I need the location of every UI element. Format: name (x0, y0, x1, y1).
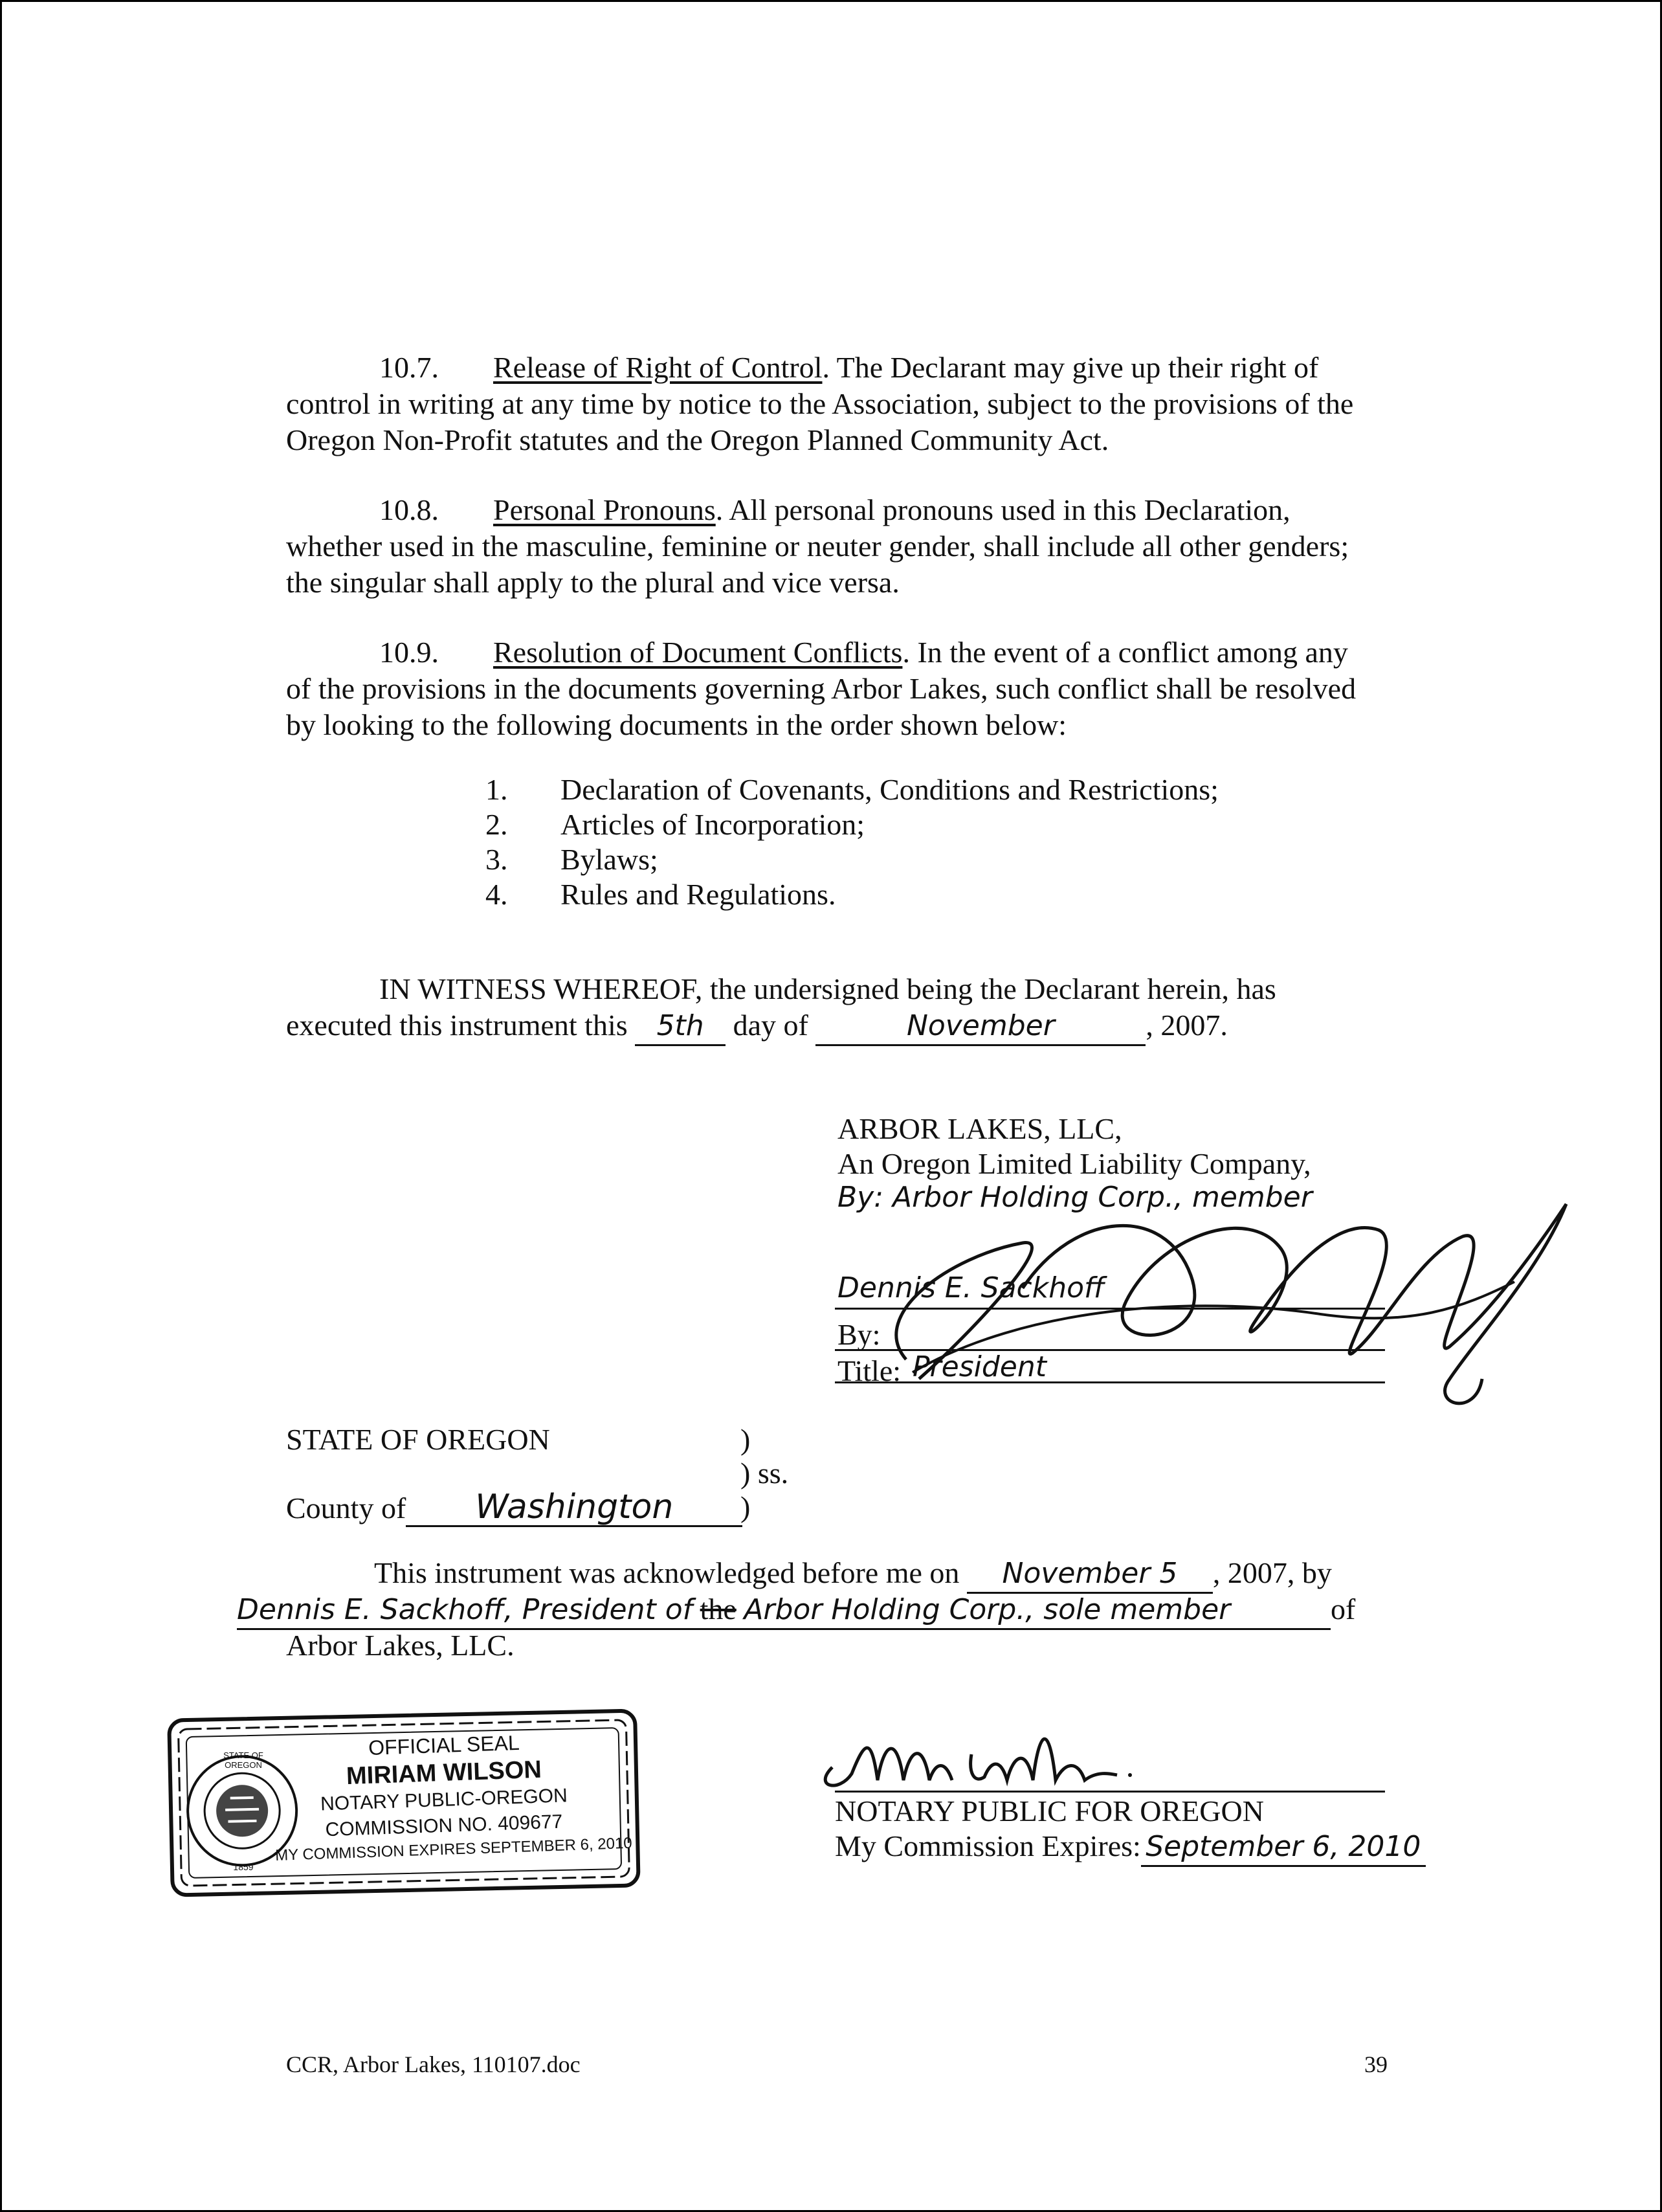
list-item-text: Declaration of Covenants, Conditions and Restrictions; (560, 773, 1219, 806)
section-number: 10.8. (379, 493, 439, 526)
section-heading: Resolution of Document Conflicts (493, 636, 903, 669)
section-10-9-line1 (379, 634, 1348, 671)
ack-struck-word: the (700, 1592, 737, 1625)
section-10-7-line2: control in writing at any time by notice to the Association, subject to the provisions of the (286, 387, 1354, 420)
section-number: 10.7. (379, 351, 439, 384)
list-item: 3. (485, 843, 508, 876)
seal-line-3: NOTARY PUBLIC-OREGON (320, 1785, 568, 1815)
venue-paren-1: ) (740, 1423, 751, 1456)
county-field: Washington (406, 1489, 742, 1527)
witness-day-field: 5th (635, 1008, 726, 1046)
ack-date-field: November 5 (967, 1556, 1213, 1594)
witness-line2: executed this instrument this 5th day of November , 2007. (286, 1007, 1228, 1046)
section-10-7-line1 (379, 350, 1318, 386)
notary-seal (166, 1709, 645, 1901)
section-heading: Personal Pronouns (493, 493, 716, 526)
by-label: By: (837, 1318, 881, 1351)
list-item: 1. (485, 773, 508, 806)
ack-entity-handwritten: Arbor Holding Corp., sole member (744, 1593, 1231, 1626)
by-member-handwritten: By: Arbor Holding Corp., member (837, 1181, 1313, 1214)
notary-signature (806, 1715, 1208, 1800)
seal-line-2: MIRIAM WILSON (346, 1756, 542, 1791)
list-item: 2. (485, 808, 508, 841)
title-label: Title: (837, 1354, 902, 1387)
seal-line-1: OFFICIAL SEAL (368, 1730, 520, 1760)
notary-title: NOTARY PUBLIC FOR OREGON (835, 1794, 1264, 1827)
footer-doc-name: CCR, Arbor Lakes, 110107.doc (286, 2051, 581, 2077)
section-number: 10.9. (379, 636, 439, 669)
notary-expires-field: September 6, 2010 (1141, 1829, 1426, 1867)
list-item-text: Rules and Regulations. (560, 878, 836, 911)
section-text: . All personal pronouns used in this Declaration, (715, 493, 1291, 526)
notary-expires-line: My Commission Expires: September 6, 2010 (835, 1828, 1426, 1867)
list-item-text: Bylaws; (560, 843, 658, 876)
company-name: ARBOR LAKES, LLC, (837, 1112, 1122, 1145)
section-10-8-line2: whether used in the masculine, feminine or neuter gender, shall include all other genders; (286, 530, 1349, 563)
seal-line-5: MY COMMISSION EXPIRES SEPTEMBER 6, 2010 (274, 1834, 633, 1865)
ack-line3: Arbor Lakes, LLC. (286, 1629, 515, 1662)
list-item-text: Articles of Incorporation; (560, 808, 865, 841)
section-10-8-line1 (379, 492, 1291, 528)
county-label: County of (286, 1491, 406, 1525)
witness-month-field: November (815, 1008, 1146, 1046)
seal-ring-text-top: STATE OF OREGON (223, 1750, 263, 1770)
section-10-7-line3: Oregon Non-Profit statutes and the Oregon Planned Community Act. (286, 423, 1109, 456)
section-text: . In the event of a conflict among any (902, 636, 1348, 669)
title-value-handwritten: President (913, 1350, 1047, 1383)
venue-county-line (286, 1489, 742, 1527)
notary-signature-rule (835, 1791, 1385, 1793)
seal-ring-text-bottom: 1859 (233, 1862, 254, 1872)
venue-state: STATE OF OREGON (286, 1423, 550, 1456)
venue-paren-3: ) (740, 1490, 751, 1523)
declarant-signature (828, 1165, 1579, 1424)
section-heading: Release of Right of Control (493, 351, 823, 384)
section-10-8-line3: the singular shall apply to the plural and vice versa. (286, 566, 900, 599)
list-item: 4. (485, 878, 508, 911)
section-text: . The Declarant may give up their right of (822, 351, 1319, 384)
signer-name-handwritten: Dennis E. Sackhoff (837, 1271, 1105, 1304)
ack-line1: This instrument was acknowledged before me on November 5 , 2007, by (374, 1555, 1332, 1594)
ack-line2: Dennis E. Sackhoff, President of the Arbor Holding Corp., sole member of (237, 1591, 1355, 1630)
ack-acknowledger-handwritten: Dennis E. Sackhoff, President of (237, 1593, 693, 1626)
section-10-9-line3: by looking to the following documents in the order shown below: (286, 708, 1067, 741)
witness-line1: IN WITNESS WHEREOF, the undersigned being the Declarant herein, has (379, 972, 1276, 1005)
seal-line-4: COMMISSION NO. 409677 (325, 1811, 563, 1841)
section-10-9-line2: of the provisions in the documents governing Arbor Lakes, such conflict shall be resolved (286, 672, 1357, 705)
venue-paren-2: ) ss. (740, 1457, 789, 1490)
company-description: An Oregon Limited Liability Company, (837, 1147, 1311, 1180)
page-number: 39 (1364, 2051, 1388, 2077)
